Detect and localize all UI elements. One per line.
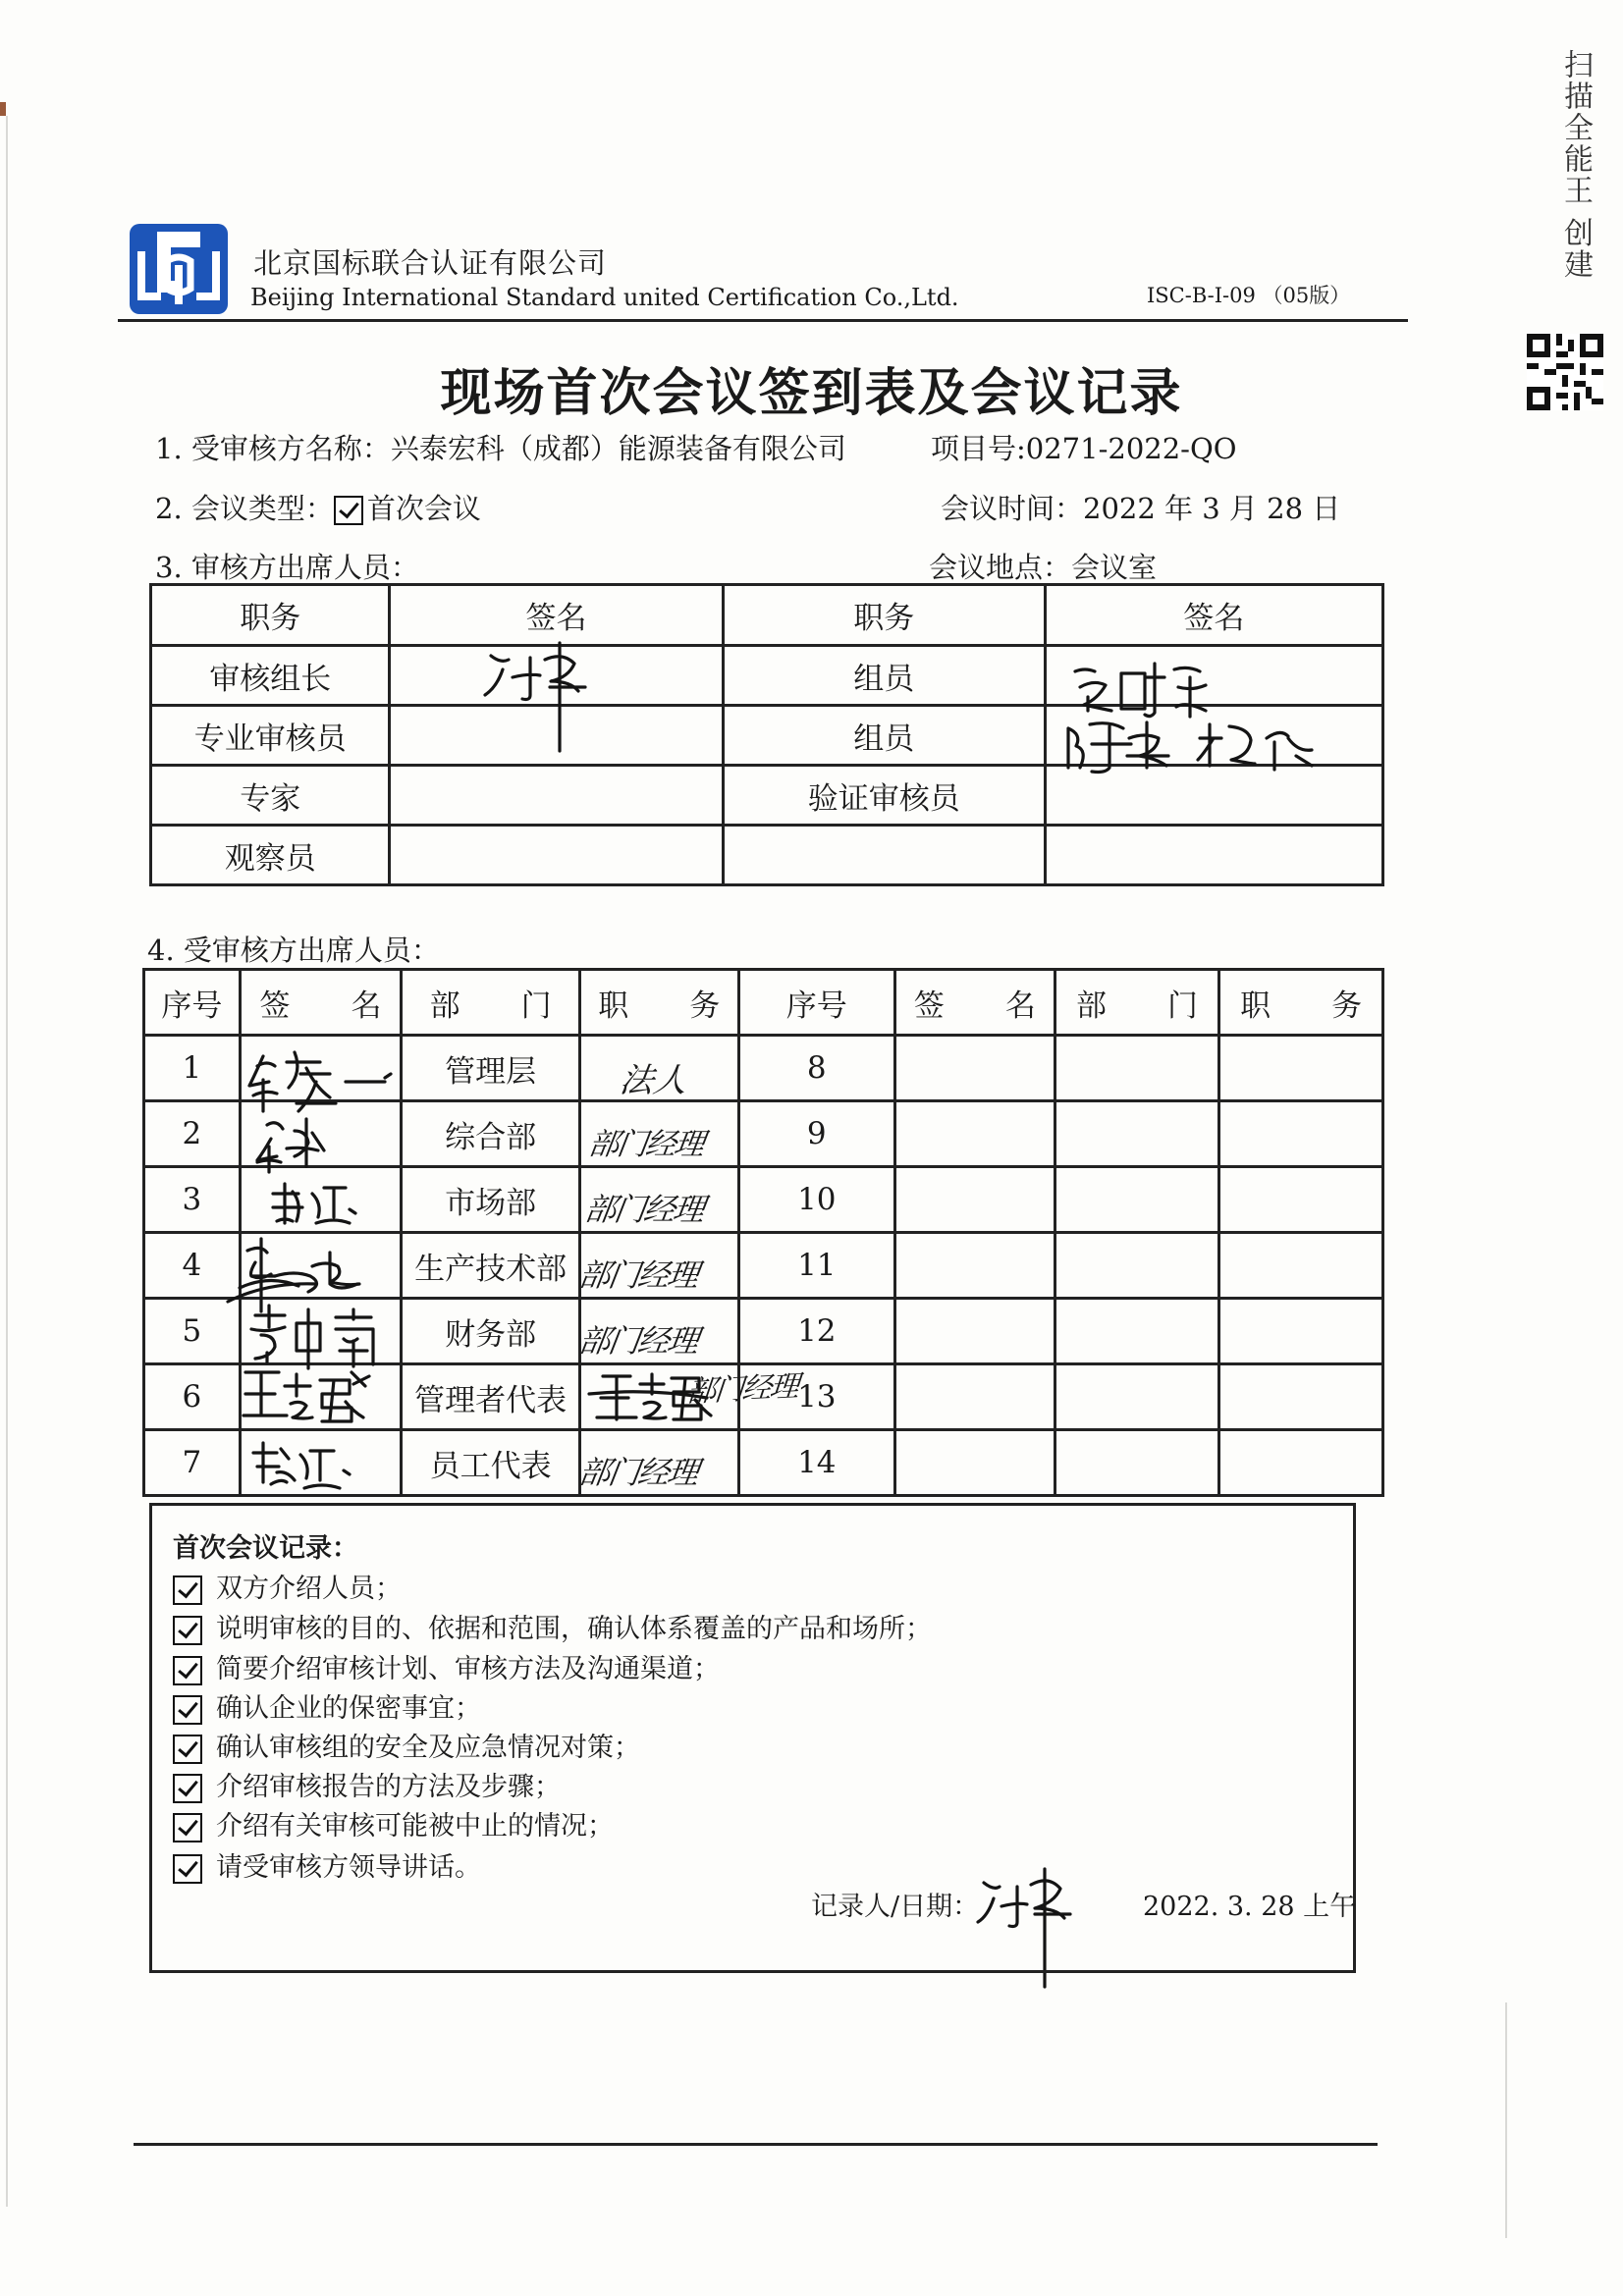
department-cell: 员工代表 — [402, 1430, 580, 1496]
row-number: 1 — [144, 1036, 241, 1101]
company-name-en: Beijing International Standard united Certification Co.,Ltd. — [250, 284, 959, 311]
row-number: 13 — [738, 1364, 894, 1430]
checklist-checkbox[interactable] — [173, 1813, 202, 1842]
recorder-date: 2022. 3. 28 上午 — [1143, 1892, 1357, 1922]
auditee-header-cell: 序号 — [144, 970, 241, 1036]
department-cell: 管理层 — [402, 1036, 580, 1101]
auditee-header-cell: 职 务 — [579, 970, 738, 1036]
checklist-item — [173, 1647, 720, 1685]
row-number: 9 — [738, 1101, 894, 1167]
meeting-type-label: 2. 会议类型： — [155, 492, 334, 525]
scanner-watermark: 扫描全能王 创建 — [1558, 49, 1593, 281]
department-cell: 综合部 — [402, 1101, 580, 1167]
meeting-place-label: 会议地点： — [929, 551, 1072, 584]
row-number: 2 — [144, 1101, 241, 1167]
department-cell: 市场部 — [402, 1167, 580, 1233]
checklist-checkbox[interactable] — [173, 1735, 202, 1764]
signature-row-6-overlay — [589, 1374, 711, 1419]
checklist-item-label: 简要介绍审核计划、审核方法及沟通渠道； — [216, 1654, 720, 1684]
checklist-item-label: 说明审核的目的、依据和范围，确认体系覆盖的产品和场所； — [216, 1614, 932, 1644]
handwritten-position: 法人 — [617, 1061, 690, 1100]
handwritten-position: 部门经理 — [576, 1256, 700, 1294]
auditee-header-cell: 部 门 — [1055, 970, 1219, 1036]
checklist-item — [173, 1607, 932, 1645]
footer-rule — [134, 2143, 1378, 2146]
auditor-role: 验证审核员 — [723, 766, 1045, 826]
signature-row-4 — [228, 1239, 359, 1311]
checklist-item-label: 确认企业的保密事宜； — [216, 1693, 481, 1724]
row-number: 14 — [738, 1430, 894, 1496]
auditor-role: 组员 — [723, 706, 1045, 766]
checklist-item — [173, 1567, 402, 1605]
auditor-role: 专业审核员 — [151, 706, 390, 766]
auditor-header-cell: 签名 — [1045, 585, 1382, 646]
checklist-item — [173, 1845, 481, 1884]
auditee-label: 1. 受审核方名称： — [155, 432, 391, 465]
project-number: 0271-2022-QO — [1025, 432, 1237, 465]
auditee-name: 兴泰宏科（成都）能源装备有限公司 — [390, 432, 846, 465]
auditee-header-cell: 部 门 — [402, 970, 580, 1036]
project-label: 项目号: — [931, 432, 1026, 465]
meeting-time-value: 2022 年 3 月 28 日 — [1083, 492, 1341, 525]
checklist-item-label: 请受审核方领导讲话。 — [216, 1852, 481, 1883]
form-code: ISC-B-I-09 （05版） — [1147, 284, 1351, 307]
auditee-section-label: 4. 受审核方出席人员： — [147, 934, 440, 967]
signature-member-1 — [1075, 664, 1206, 717]
checklist-item-label: 介绍审核报告的方法及步骤； — [216, 1772, 561, 1802]
auditor-section-label: 3. 审核方出席人员： — [155, 551, 419, 584]
checklist-checkbox[interactable] — [173, 1575, 202, 1605]
auditee-header-cell: 职 务 — [1219, 970, 1383, 1036]
auditee-header-cell: 序号 — [738, 970, 894, 1036]
signature-member-2b — [1198, 724, 1312, 770]
meeting-type-value: 首次会议 — [366, 492, 481, 525]
auditor-header-cell: 签名 — [390, 585, 723, 646]
row-number: 12 — [738, 1299, 894, 1364]
auditor-role: 专家 — [151, 766, 390, 826]
checklist-item-label: 介绍有关审核可能被中止的情况； — [216, 1811, 614, 1842]
auditor-role: 观察员 — [151, 826, 390, 885]
checklist-item-label: 双方介绍人员； — [216, 1574, 402, 1604]
row-number: 10 — [738, 1167, 894, 1233]
handwritten-position: 部门经理 — [684, 1369, 799, 1410]
auditor-header-cell: 职务 — [151, 585, 390, 646]
row-number: 7 — [144, 1430, 241, 1496]
checklist-checkbox[interactable] — [173, 1656, 202, 1685]
row-number: 3 — [144, 1167, 241, 1233]
checklist-item-label: 确认审核组的安全及应急情况对策； — [216, 1733, 640, 1763]
auditee-header-cell: 签 名 — [240, 970, 402, 1036]
signature-member-2a — [1068, 722, 1168, 773]
signature-row-5 — [251, 1306, 373, 1368]
row-number: 5 — [144, 1299, 241, 1364]
checklist-item — [173, 1804, 614, 1842]
row-number: 4 — [144, 1233, 241, 1299]
checklist-checkbox[interactable] — [173, 1774, 202, 1803]
signature-row-2 — [257, 1119, 324, 1172]
checklist-item — [173, 1726, 640, 1764]
signature-team-leader — [485, 643, 585, 751]
meeting-time-label: 会议时间： — [941, 492, 1084, 525]
meeting-place-value: 会议室 — [1071, 551, 1158, 584]
row-number: 11 — [738, 1233, 894, 1299]
handwritten-position: 部门经理 — [585, 1127, 706, 1162]
signature-row-1 — [249, 1052, 391, 1111]
checklist-checkbox[interactable] — [173, 1854, 202, 1884]
signature-row-3 — [273, 1184, 355, 1223]
row-number: 6 — [144, 1364, 241, 1430]
signature-row-6 — [243, 1372, 369, 1421]
checklist-item — [173, 1686, 481, 1725]
meeting-record-title: 首次会议记录： — [173, 1533, 358, 1564]
handwritten-position: 部门经理 — [576, 1454, 700, 1491]
department-cell: 管理者代表 — [402, 1364, 580, 1430]
recorder-label: 记录人/日期： — [811, 1892, 980, 1922]
checklist-checkbox[interactable] — [173, 1695, 202, 1725]
department-cell: 财务部 — [402, 1299, 580, 1364]
company-name-cn: 北京国标联合认证有限公司 — [253, 246, 608, 280]
checklist-checkbox[interactable] — [173, 1616, 202, 1645]
checklist-item — [173, 1765, 561, 1803]
auditor-role: 审核组长 — [151, 646, 390, 706]
auditor-role: 组员 — [723, 646, 1045, 706]
row-number: 8 — [738, 1036, 894, 1101]
department-cell: 生产技术部 — [402, 1233, 580, 1299]
page-title: 现场首次会议签到表及会议记录 — [440, 364, 1183, 423]
signature-row-7 — [253, 1443, 350, 1488]
auditor-header-cell: 职务 — [723, 585, 1045, 646]
handwritten-position: 部门经理 — [582, 1191, 706, 1228]
handwritten-position: 部门经理 — [576, 1322, 700, 1360]
auditee-header-cell: 签 名 — [895, 970, 1055, 1036]
